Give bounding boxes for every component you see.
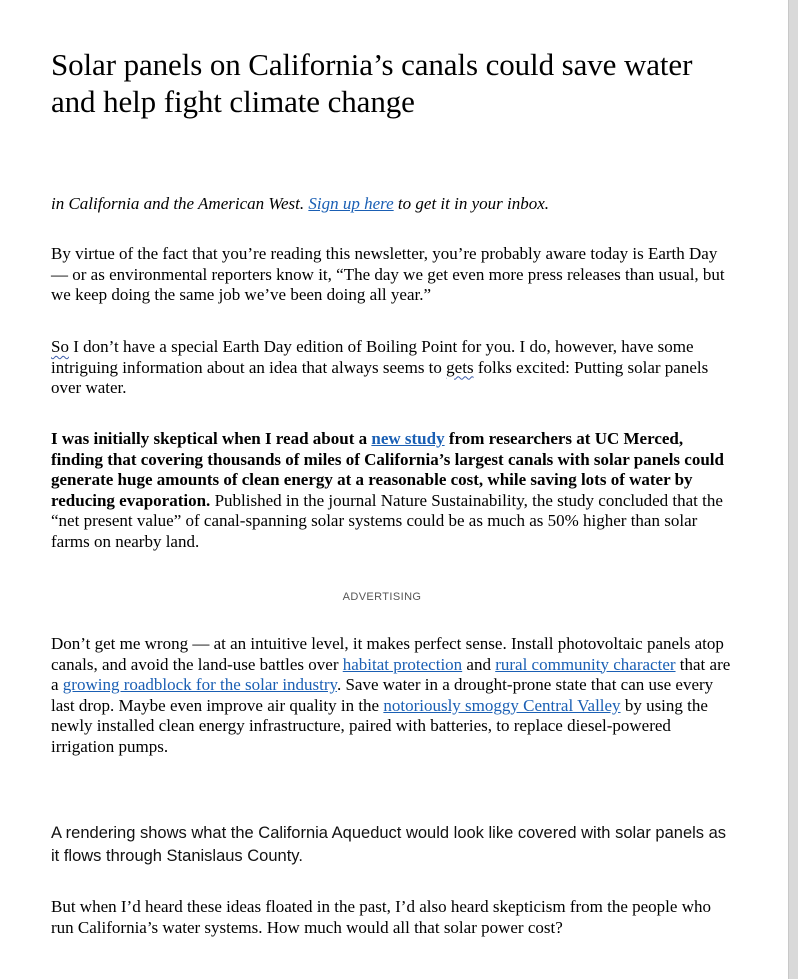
newsletter-tagline [51, 194, 731, 215]
spellcheck-word-so: So [51, 337, 69, 356]
paragraph-earth-day: By virtue of the fact that you’re reading this newsletter, you’re probably aware today is Earth Day — or as environmental reporters know it, “The day we get even more press releases than usual, but we keep doing the same job we’ve been doing all year.” [51, 244, 725, 305]
paragraph-text: Published in the journal Nature Sustainability, the study concluded that the “net present value” of canal-spanning solar systems could be as much as 50% higher than solar farms on nearby land. [51, 490, 723, 551]
paragraph-text: folks excited: Putting solar panels over water. [51, 357, 709, 398]
tagline-text-end: to get it in your inbox. [393, 194, 550, 213]
image-caption: A rendering shows what the California Aqueduct would look like covered with solar panels as it flows through Stanislaus County. [51, 824, 727, 865]
spellcheck-word-gets: gets [446, 357, 474, 377]
paragraph-text: and [462, 654, 496, 674]
tagline-text: in California and the American West. [51, 194, 309, 213]
article-title: Solar panels on California’s canals could save water and help fight climate change [51, 47, 693, 119]
paragraph-intuitive [51, 634, 731, 758]
sign-up-link[interactable]: Sign up here [308, 194, 394, 213]
vertical-scrollbar[interactable] [788, 0, 798, 979]
paragraph-study [51, 429, 731, 553]
central-valley-link[interactable]: notoriously smoggy Central Valley [383, 695, 621, 715]
new-study-link[interactable]: new study [371, 429, 445, 448]
rural-community-character-link[interactable]: rural community character [495, 654, 676, 674]
solar-industry-roadblock-link[interactable]: growing roadblock for the solar industry [62, 675, 337, 695]
paragraph-text: that are a [51, 654, 731, 695]
paragraph-skepticism: But when I’d heard these ideas floated in the past, I’d also heard skepticism from the people who run California’s water systems. How much would all that solar power cost? [51, 897, 711, 937]
bold-text: I was initially skeptical when I read about a [51, 429, 372, 448]
habitat-protection-link[interactable]: habitat protection [342, 654, 463, 674]
paragraph-text: Don’t get me wrong — at an intuitive level, it makes perfect sense. Install photovoltaic panels atop canals, and avoid the land-use battles over [51, 634, 724, 674]
paragraph-text: . Save water in a drought-prone state that can use every last drop. Maybe even improve air quality in the [51, 675, 714, 715]
paragraph-text: I don’t have a special Earth Day edition of Boiling Point for you. I do, however, have some intriguing information about an idea that always seems to [51, 337, 694, 377]
paragraph-text: by using the newly installed clean energy infrastructure, paired with batteries, to replace diesel-powered irrigation pumps. [51, 695, 708, 756]
advertising-label: ADVERTISING [342, 591, 422, 603]
bold-text: from researchers at UC Merced, finding that covering thousands of miles of California’s largest canals with solar panels could generate huge amounts of clean energy at a reasonable cost, while saving lots of water by reducing evaporation. [51, 429, 724, 510]
paragraph-boiling-point [51, 337, 731, 399]
